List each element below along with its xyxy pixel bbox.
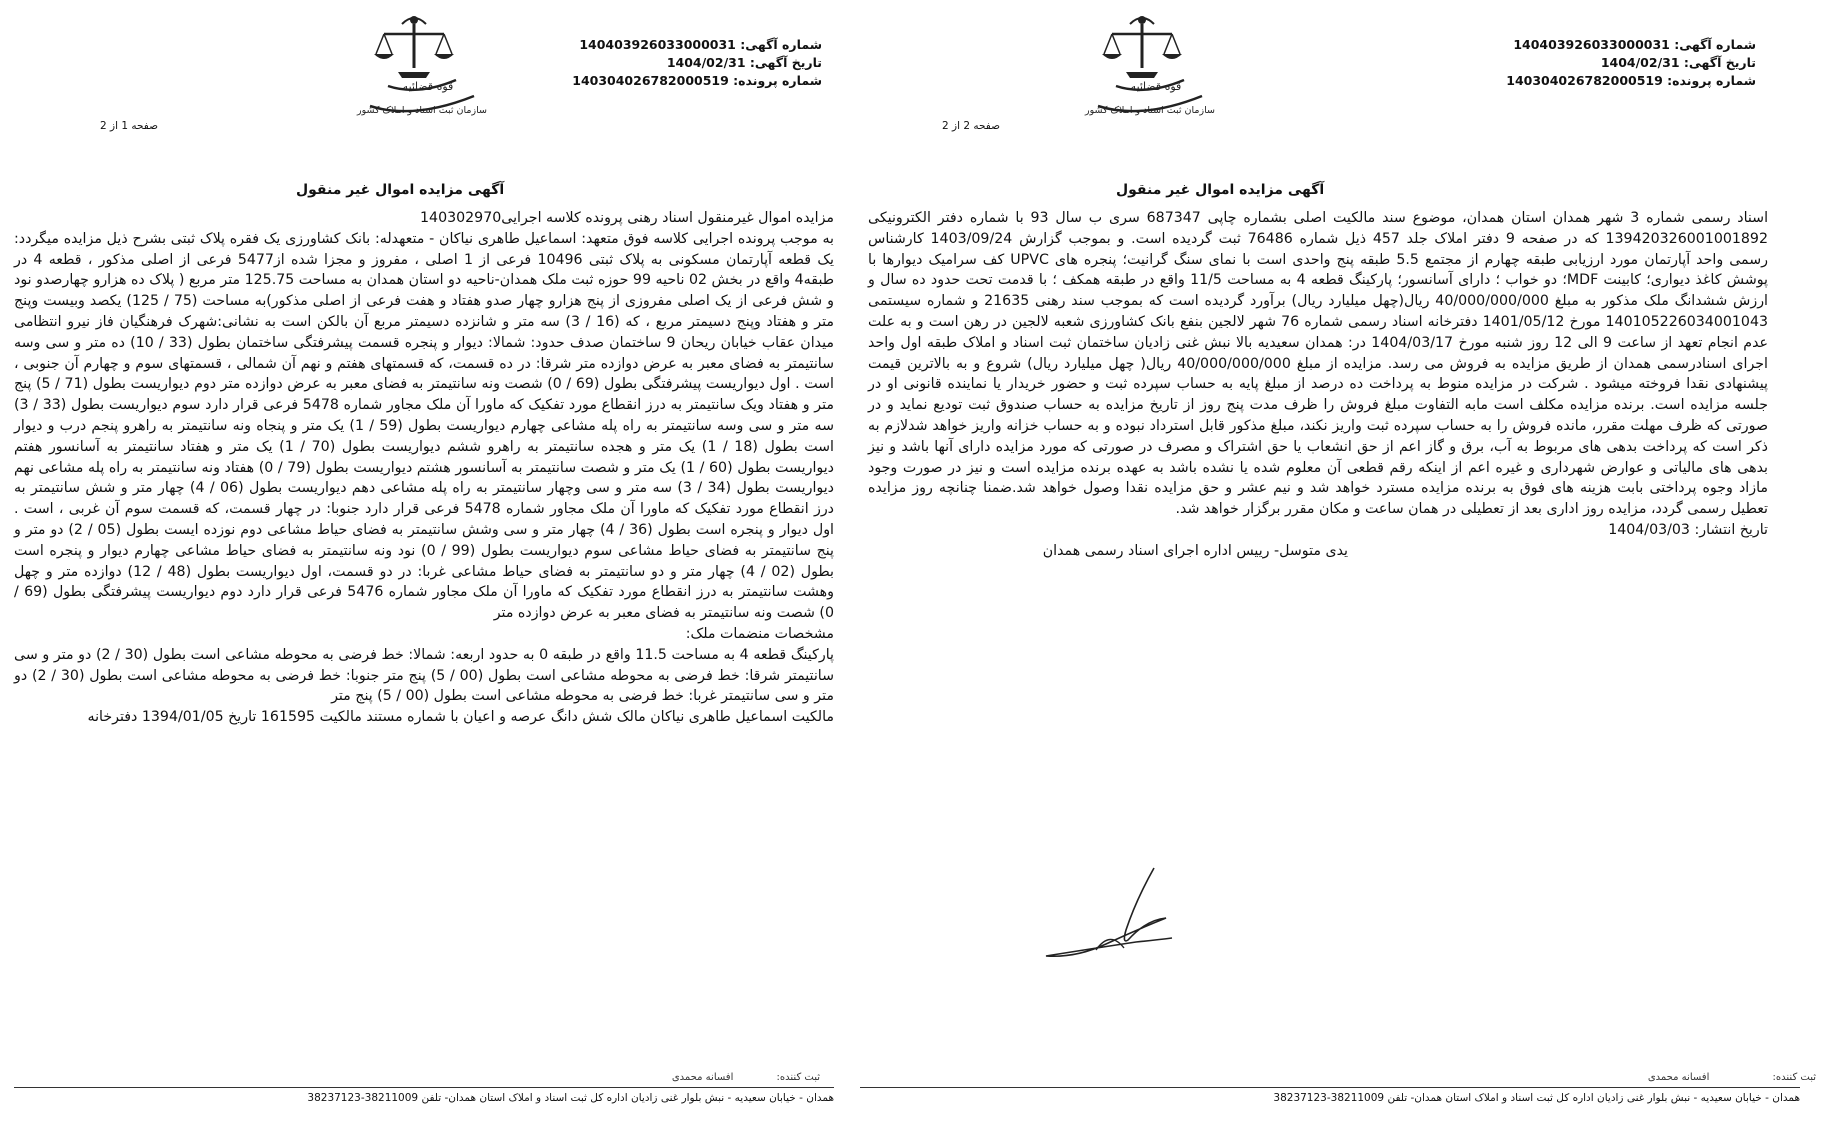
- ad-number-label: شماره آگهی:: [1674, 37, 1756, 52]
- ownership-text: مالکیت اسماعیل طاهری نیاکان مالک شش دانگ عرصه و اعیان با شماره مستند مالکیت 161595 تاریخ 1394/01/05 دفترخانه: [87, 709, 834, 726]
- logo-org-line1: قوه قضائیه: [1130, 80, 1182, 93]
- footer-address: همدان - خیابان سعیدیه - نبش بلوار غنی زادیان اداره کل ثبت اسناد و املاک استان همدان- تلفن 38211009-38237123: [307, 1092, 834, 1104]
- notice-body-paragraph: اسناد رسمی شماره 3 شهر همدان استان همدان، موضوع سند مالکیت اصلی بشماره چاپی 687347 سری ب سال 93 با شماره دفتر الکترونیکی 139420326001001892 که در صفحه 9 دفتر املاک جلد 457 ذیل شماره 76486 ثبت گردیده است. و بموجب گزارش 1403/09/24 کارشناس رسمی واحد آپارتمان مورد ارزیابی طبقه چهارم از مجتمع 5.5 طبقه پنج واحدی است با نمای سنگ گرانیت؛ پنجره های UPVC کف سرامیک دیوارها با پوشش کاغذ دیواری؛ کابینت MDF؛ دو خواب ؛ دارای آسانسور؛ پارکینگ قطعه 4 به مساحت 11/5 واقع در طبقه همکف ؛ با قدمت تحت حدود ده سال و ارزش ششدانگ ملک مذکور به مبلغ 40/000/000/000 ریال(چهل میلیارد ریال) برآورد گردیده است که بموجب سند رهنی 21635 و شماره سیستمی 140105226034001043 مورخ 1401/05/12 دفترخانه اسناد رسمی شماره 76 شهر لالجین بنفع بانک کشاورزی شعبه لالجین در رهن است و به علت عدم انجام تعهد از ساعت 9 الی 12 روز شنبه مورخ 1404/03/17 در: همدان سعیدیه بالا نبش غنی زادیان ساختمان ثبت اسناد و املاک طبقه اول واحد اجرای اسنادرسمی همدان از طریق مزایده به فروش می رسد. مزایده از مبلغ 40/000/000/000 ریال( چهل میلیارد ریال) شروع و به بالاترین قیمت پیشنهادی نقدا فروخته میشود . شرکت در مزایده منوط به پرداخت ده درصد از مبلغ پایه به حساب سپرده ثبت و حضور خریدار یا نماینده قانونی او در جلسه مزایده است. برنده مزایده مکلف است مابه التفاوت مبلغ فروش را ظرف مدت پنج روز از تاریخ مزایده به حساب صندوق ثبت تودیع نماید و در صورتی که ظرف مهلت مقرر، مانده فروش را به حساب سپرده ثبت واریز نکند، مبلغ مذکور قابل استرداد نبوده و به حساب خزانه واریز خواهد شدلازم به ذکر است که پرداخت بدهی های مربوط به آب، برق و گاز اعم از حق انشعاب یا حق اشتراک و مصرف در صورتی که مورد مزایده دارای آنها باشد و نیز بدهی های مالیاتی و عوارض شهرداری و غیره اعم از اینکه رقم قطعی آن معلوم شده یا نشده باشد به عهده برنده مزایده است و نیز در صورت وجود مازاد وجوه پرداختی بابت هزینه های فوق به برنده مزایده مسترد خواهد شد و نیم عشر و حق مزایده نقدا وصول خواهد شد.ضمنا چنانچه روز مزایده تعطیل رسمی گردد، مزایده روز اداری بعد از تعطیلی در همان ساعت و مکان مقرر برگزار خواهد شد.: [868, 210, 1769, 518]
- footer-divider: [14, 1087, 834, 1088]
- publish-date: تاریخ انتشار: 1404/03/03: [1608, 521, 1768, 538]
- registrar-name: افسانه محمدی: [1647, 1072, 1710, 1083]
- notice-body: [868, 208, 1768, 562]
- registrar-label: ثبت کننده:: [1772, 1072, 1816, 1083]
- registrar-name: افسانه محمدی: [671, 1072, 734, 1083]
- judiciary-emblem-logo: [357, 10, 487, 130]
- case-number: 140304026782000519: [1506, 73, 1663, 88]
- ad-date-label: تاریخ آگهی:: [1683, 55, 1756, 70]
- notice-title: آگهی مزایده اموال غیر منقول: [296, 182, 505, 198]
- footer-address: همدان - خیابان سعیدیه - نبش بلوار غنی زادیان اداره کل ثبت اسناد و املاک استان همدان- تلفن 38211009-38237123: [1273, 1092, 1800, 1104]
- ad-number-label: شماره آگهی:: [740, 37, 822, 52]
- notice-page-1: [0, 0, 846, 1132]
- case-number: 140304026782000519: [572, 73, 729, 88]
- notice-body: [14, 208, 834, 728]
- appurtenances-title: مشخصات منضمات ملک:: [685, 625, 834, 642]
- appurtenances-text: پارکینگ قطعه 4 به مساحت 11.5 واقع در طبقه 0 به حدود اربعه: شمالا: خط فرضی به محوطه مشاعی است بطول (30 / 2) دو متر و سی سانتیمتر شرقا: خط فرضی به محوطه مشاعی است بطول (00 / 5) پنج متر جنوبا: خط فرضی به محوطه مشاعی است بطول (30 / 2) دو متر و سی سانتیمتر غربا: خط فرضی به محوطه مشاعی است بطول (00 / 5) پنج متر: [14, 646, 834, 705]
- ad-date: 1404/02/31: [1600, 55, 1680, 70]
- logo-org-line1: قوه قضائیه: [402, 80, 454, 93]
- signer-name: یدی متوسل- رییس اداره اجرای اسناد رسمی همدان: [1042, 542, 1348, 559]
- logo-org-line2: سازمان ثبت اسناد و املاک کشور: [357, 105, 487, 116]
- ad-number: 140403926033000031: [579, 37, 736, 52]
- notice-meta: [1366, 36, 1756, 90]
- notice-body-paragraph: به موجب پرونده اجرایی کلاسه فوق متعهد: اسماعیل طاهری نیاکان - متعهدله: بانک کشاورزی یک فقره پلاک ثبتی بشرح ذیل مزایده میگردد: یک قطعه آپارتمان مسکونی به پلاک ثبتی 10496 فرعی از 1 اصلی ، مفروز و مجزا شده از5477 فرعی از اصلی مذکور ، قطعه 4 در طبقه4 واقع در بخش 02 ناحیه 99 حوزه ثبت ملک همدان-ناحیه دو استان همدان به مساحت 125.75 متر مربع ( پلاک ده هزارو چهارصدو نود و شش فرعی از یک اصلی مفروزی از پنج هزارو چهار صدو هفتاد و هفت فرعی از اصلی مذکور)به مساحت (75 / 125) یکصد وبیست وپنج متر و هفتاد وپنج دسیمتر مربع ، که (16 / 3) سه متر و شانزده دسیمتر مربع آن بالکن است به نشانی:شهرک فرهنگیان فاز نیرو انتظامی میدان عقاب خیابان ریحان 9 ساختمان صدف حدود: شمالا: دیوار و پنجره قسمت پیشرفتگی ساختمان بطول (33 / 10) ده متر و سی وسه سانتیمتر به فضای معبر به عرض دوازده متر شرقا: در ده قسمت، که قسمتهای هفتم و نهم آن شمالی ، قسمتهای سوم و چهارم آن جنوبی ، است . اول دیواریست پیشرفتگی بطول (69 / 0) شصت ونه سانتیمتر به فضای معبر به عرض دوازده متر دوم دیواریست بطول (71 / 5) پنج متر و هفتاد ویک سانتیمتر به درز انقطاع مورد تفکیک که ماورا آن ملک مجاور شماره 5478 فرعی قرار دارد سوم دیواریست بطول (33 / 3) سه متر و سی وسه سانتیمتر به راه پله مشاعی چهارم دیواریست بطول (59 / 1) یک متر و پنجاه ونه سانتیمتر به راهرو پنجم درب و دیوار است بطول (18 / 1) یک متر و هجده سانتیمتر به راهرو ششم دیواریست بطول (70 / 1) یک متر و هفتاد سانتیمتر به آسانسور هفتم دیواریست بطول (60 / 1) یک متر و شصت سانتیمتر به آسانسور هشتم دیواریست بطول (79 / 0) هفتاد ونه سانتیمتر به راه پله مشاعی نهم دیواریست بطول (34 / 3) سه متر و سی وچهار سانتیمتر به راه پله مشاعی دهم دیواریست بطول (06 / 4) چهار متر و شش سانتیمتر به درز انقطاع مورد تفکیک که ماورا آن ملک مجاور شماره 5478 فرعی قرار دارد جنوبا: در چهار قسمت، که قسمت سوم آن غربی ، است . اول دیوار و پنجره است بطول (36 / 4) چهار متر و سی وشش سانتیمتر به فضای حیاط مشاعی دوم نوزده ایست بطول (05 / 2) دو متر و پنج سانتیمتر به فضای حیاط مشاعی سوم دیواریست بطول (99 / 0) نود ونه سانتیمتر به فضای حیاط مشاعی چهارم دیوار و پنجره است بطول (02 / 4) چهار متر و دو سانتیمتر به فضای حیاط مشاعی غربا: در دو قسمت، اول دیواریست بطول (48 / 12) دوازده متر و چهل وهشت سانتیمتر به درز انقطاع مورد تفکیک که ماورا آن ملک مجاور شماره 5476 فرعی قرار دارد دوم دیواریست پیشرفتگی بطول (69 / 0) شصت ونه سانتیمتر به فضای معبر به عرض دوازده متر: [14, 230, 835, 622]
- handwritten-signature: [1036, 860, 1186, 970]
- case-number-label: شماره پرونده:: [733, 73, 822, 88]
- registrar: [500, 1072, 820, 1083]
- footer-divider: [860, 1087, 1800, 1088]
- ad-date-label: تاریخ آگهی:: [749, 55, 822, 70]
- page-indicator: صفحه 2 از 2: [942, 120, 1001, 132]
- case-number-label: شماره پرونده:: [1667, 73, 1756, 88]
- notice-intro: مزایده اموال غیرمنقول اسناد رهنی پرونده کلاسه اجرایی140302970: [420, 210, 834, 226]
- registrar-label: ثبت کننده:: [776, 1072, 820, 1083]
- ad-date: 1404/02/31: [666, 55, 746, 70]
- notice-page-2: [846, 0, 1823, 1132]
- page-indicator: صفحه 1 از 2: [100, 120, 159, 132]
- logo-org-line2: سازمان ثبت اسناد و املاک کشور: [1085, 105, 1215, 116]
- registrar: [1326, 1072, 1816, 1083]
- ad-number: 140403926033000031: [1513, 37, 1670, 52]
- notice-title: آگهی مزایده اموال غیر منقول: [1116, 182, 1325, 198]
- notice-meta: [530, 36, 822, 90]
- judiciary-emblem-logo: [1085, 10, 1215, 130]
